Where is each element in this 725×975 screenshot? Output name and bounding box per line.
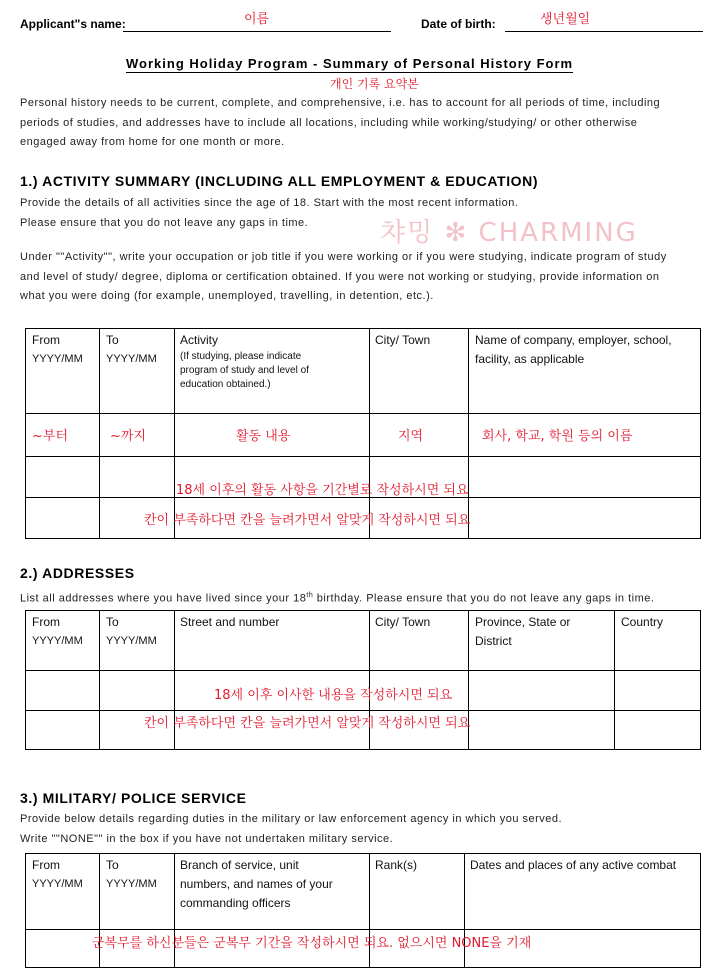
col-city-header: City/ Town <box>375 333 431 347</box>
note-row1: 군복무를 하신분들은 군복무 기간을 작성하시면 되요. 없으시면 NONE을 기재 <box>92 936 532 951</box>
section3-instructions <box>20 810 710 849</box>
applicant-name-note: 이름 <box>244 12 270 27</box>
instruction-line: and level of study/ degree, diploma or certification obtained. If you were not working or studying, provide information on <box>20 270 660 283</box>
instruction-line: what you were doing (for example, unemployed, travelling, in detention, etc.). <box>20 290 434 302</box>
section1-heading: 1.) ACTIVITY SUMMARY (INCLUDING ALL EMPLOYMENT & EDUCATION) <box>20 173 539 189</box>
note-row1: 18세 이후 이사한 내용을 작성하시면 되요 <box>214 688 453 703</box>
note-city: 지역 <box>398 429 424 444</box>
watermark: 챠밍 ✻ CHARMING <box>380 218 638 248</box>
col-combat-header: Dates and places of any active combat <box>470 858 677 872</box>
note-row3: 칸이 부족하다면 칸을 늘려가면서 알맞게 작성하시면 되요 <box>144 513 471 528</box>
note-from: ~부터 <box>32 429 69 444</box>
applicant-name-field[interactable] <box>123 31 391 32</box>
instruction-line: Provide below details regarding duties in the military or law enforcement agency in which you served. <box>20 813 563 825</box>
note-company: 회사, 학교, 학원 등의 이름 <box>482 429 633 444</box>
col-country-header: Country <box>621 615 664 629</box>
note-activity: 활동 내용 <box>236 429 291 444</box>
section3-heading: 3.) MILITARY/ POLICE SERVICE <box>20 790 247 806</box>
instruction-line: Provide the details of all activities since the age of 18. Start with the most recent information. <box>20 197 519 209</box>
intro-line: periods of studies, and addresses have to include all locations, including while working/studying/ or other otherwise <box>20 116 638 129</box>
intro-line: Personal history needs to be current, complete, and comprehensive, i.e. has to account for all periods of time, including <box>20 97 661 109</box>
intro-line: engaged away from home for one month or more. <box>20 136 285 148</box>
activity-table <box>25 328 701 539</box>
col-to-header: To YYYY/MM <box>106 858 157 890</box>
instruction-line: Under ""Activity"", write your occupation or job title if you were working or if you were studying, indicate program of study <box>20 251 667 263</box>
section2-instructions: List all addresses where you have lived since your 18th birthday. Please ensure that you do not leave any gaps in time. <box>20 592 655 605</box>
col-from-header: From YYYY/MM <box>32 333 83 365</box>
note-row2: 18세 이후의 활동 사항을 기간별로 작성하시면 되요 <box>176 483 469 498</box>
col-branch-header: Branch of service, unit numbers, and names of your commanding officers <box>180 858 333 910</box>
form-title-note: 개인 기록 요약본 <box>330 77 419 91</box>
note-to: ~까지 <box>110 429 147 444</box>
col-from-header: From YYYY/MM <box>32 615 83 647</box>
col-rank-header: Rank(s) <box>375 858 418 872</box>
col-activity-header: Activity (If studying, please indicate program of study and level of education obtained.) <box>180 333 309 390</box>
applicant-name-label: Applicant"s name: <box>20 17 126 31</box>
date-of-birth-label: Date of birth: <box>421 17 496 31</box>
form-title: Working Holiday Program - Summary of Personal History Form <box>126 56 574 71</box>
section1-activity-instructions <box>20 248 710 307</box>
section2-heading: 2.) ADDRESSES <box>20 565 135 581</box>
col-to-header: To YYYY/MM <box>106 333 157 365</box>
date-of-birth-note: 생년월일 <box>540 12 591 27</box>
note-row2: 칸이 부족하다면 칸을 늘려가면서 알맞게 작성하시면 되요 <box>144 716 471 731</box>
intro-paragraph <box>20 94 710 153</box>
col-city-header: City/ Town <box>375 615 431 629</box>
instruction-line: Please ensure that you do not leave any gaps in time. <box>20 216 309 229</box>
instruction-line: Write ""NONE"" in the box if you have not undertaken military service. <box>20 832 394 845</box>
date-of-birth-field[interactable] <box>505 31 703 32</box>
col-company-header: Name of company, employer, school, facility, as applicable <box>475 333 672 366</box>
col-from-header: From YYYY/MM <box>32 858 83 890</box>
address-table <box>25 610 701 750</box>
military-table <box>25 853 701 968</box>
col-province-header: Province, State or District <box>475 615 571 648</box>
col-street-header: Street and number <box>180 615 280 629</box>
col-to-header: To YYYY/MM <box>106 615 157 647</box>
